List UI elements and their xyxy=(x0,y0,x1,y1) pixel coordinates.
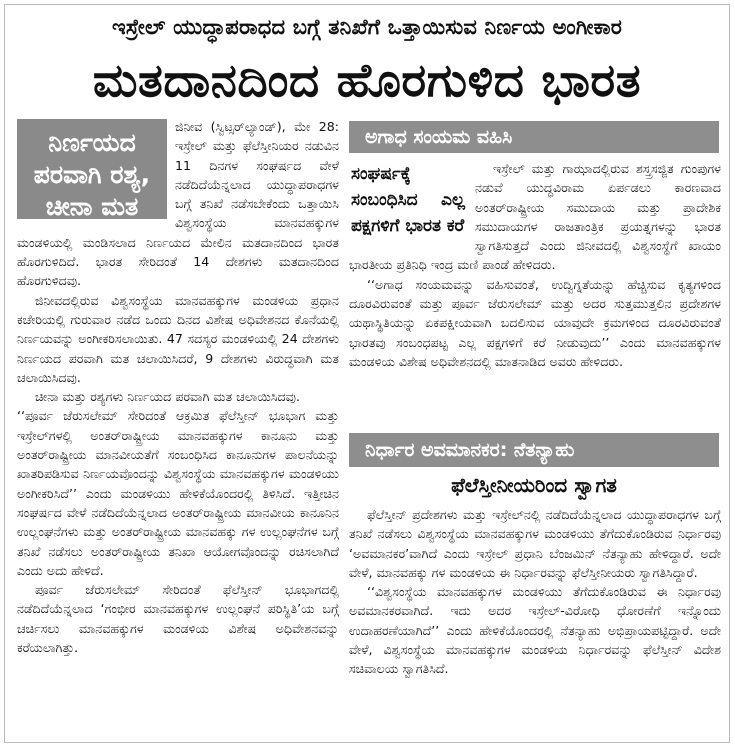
right-bottom-subhead: ಫೆಲೆಸ್ತೀನೀಯರಿಂದ ಸ್ವಾಗತ xyxy=(451,473,617,497)
left-paragraph: ಜಿನೀವ (ಸ್ವಿಟ್ಸರ್‌ಲ್ಯಾಂಡ್), ಮೇ 28: ಇಸ್ರೇಲ್ ಮತ್ತು ಫೆಲೆಸ್ತೀನಿಯರ ನಡುವಿನ 11 ದಿನಗಳ ಸಂಘರ್ಷದ ವೇಳೆ ನಡೆದಿದೆಯೆನ್ನಲಾದ ಯುದ್ಧಾಪರಾಧಗಳ ಬಗ್ಗೆ ತನಿಖೆ ನಡೆಸಬೇಕೆಂದು ಒತ್ತಾಯಿಸಿ ವಿಶ್ವಸಂಸ್ಥೆಯ ಮಾನವಹಕ್ಕುಗಳ ಮಂಡಳಿಯಲ್ಲಿ ಮಂಡಿಸಲಾದ ನಿರ್ಣಯದ ಮೇಲಿನ ಮತದಾನದಿಂದ ಭಾರತ ಹೊರಗುಳಿದಿದೆ. ಭಾರತ ಸೇರಿದಂತೆ 14 ದೇಶಗಳು ಮತದಾನದಿಂದ ಹೊರಗುಳಿದವು. xyxy=(17,119,339,289)
side-box-text: ನಿರ್ಣಯದ ಪರವಾಗಿ ರಶ್ಯ, ಚೀನಾ ಮತ xyxy=(33,128,151,221)
section-bar-bottom xyxy=(349,433,719,467)
section-bar-top xyxy=(349,121,719,153)
section-bar-top-title: ಅಗಾಧ ಸಂಯಮ ವಹಿಸಿ xyxy=(365,126,513,148)
main-headline: ಮತದಾನದಿಂದ ಹೊರಗುಳಿದ ಭಾರತ xyxy=(92,53,642,107)
kicker-headline: ಇಸ್ರೇಲ್ ಯುದ್ಧಾಪರಾಧದ ಬಗ್ಗೆ ತನಿಖೆಗೆ ಒತ್ತಾಯಿಸುವ ನಿರ್ಣಯ ಅಂಗೀಕಾರ xyxy=(111,15,623,39)
right-bottom-paragraph: ಫೆಲೆಸ್ತೀನ್ ಪ್ರದೇಶಗಳು ಮತ್ತು ಇಸ್ರೇಲ್‌ನಲ್ಲಿ ನಡೆದಿದೆಯೆನ್ನಲಾದ ಯುದ್ಧಾಪರಾಧಗಳ ಬಗ್ಗೆ ತನಿಖೆ ನಡೆಸಲು ವಿಶ್ವಸಂಸ್ಥೆಯ ಮಾನವಹಕ್ಕುಗಳ ಮಂಡಳಿಯು ತೆಗೆದುಕೊಂಡಿರುವ ನಿರ್ಧಾರವು ‘ಅವಮಾನಕರ’ವಾಗಿದೆ ಎಂದು ಇಸ್ರೇಲ್ ಪ್ರಧಾನಿ ಬೆಂಜಮಿನ್ ನೆತನ್ಯಾಹು ಹೇಳಿದ್ದಾರೆ. ಅದೇ ವೇಳೆ, ಮಾನವಹಕ್ಕು ಗಳ ಮಂಡಳಿಯ ಈ ನಿರ್ಧಾರವನ್ನು ಫೆಲೆಸ್ತೀನೀಯರು ಸ್ವಾಗತಿಸಿದ್ದಾರೆ. xyxy=(349,507,721,580)
left-paragraph: ಚೀನಾ ಮತ್ತು ರಶ್ಯಗಳು ನಿರ್ಣಯದ ಪರವಾಗಿ ಮತ ಚಲಾಯಿಸಿದವು. xyxy=(35,389,300,405)
right-top-subhead xyxy=(349,159,467,241)
right-top-paragraph: ‘‘ಅಗಾಧ ಸಂಯಮವನ್ನು ವಹಿಸುವಂತೆ, ಉದ್ವಿಗ್ನತೆಯನ್ನು ಹೆಚ್ಚಿಸುವ ಕೃತ್ಯಗಳಿಂದ ದೂರವಿರುವಂತೆ ಮತ್ತು ಪೂರ್ವ ಜೆರುಸಲೇಮ್ ಮತ್ತು ಅದರ ಸುತ್ತಮುತ್ತಲಿನ ಪ್ರದೇಶಗಳ ಯಥಾಸ್ಥಿತಿಯನ್ನು ಏಕಪಕ್ಷೀಯವಾಗಿ ಬದಲಿಸುವ ಯಾವುದೇ ಕ್ರಮಗಳಿಂದ ದೂರವಿರುವಂತೆ ಭಾರತವು ಸಂಬಂಧಪಟ್ಟ ಎಲ್ಲ ಪಕ್ಷಗಳಿಗೆ ಕರೆ ನೀಡುವುದು’’ ಎಂದು ಮಾನವಹಕ್ಕುಗಳ ಮಂಡಳಿಯ ವಿಶೇಷ ಅಧಿವೇಶನದಲ್ಲಿ ಮಾತನಾಡಿದ ಅವರು ಹೇಳಿದರು. xyxy=(349,276,721,369)
left-paragraph: ಪೂರ್ವ ಜೆರುಸಲೇಮ್ ಸೇರಿದಂತೆ ಫೆಲೆಸ್ತೀನ್ ಭೂಭಾಗದಲ್ಲಿ ನಡೆದಿದೆಯೆನ್ನಲಾದ ‘ಗಂಭೀರ ಮಾನವಹಕ್ಕುಗಳ ಉಲ್ಲಂಘನೆ ಪರಿಸ್ಥಿತಿ’ಯ ಬಗ್ಗೆ ಚರ್ಚಿಸಲು ಮಾನವಹಕ್ಕುಗಳ ಮಂಡಳಿಯ ವಿಶೇಷ ಅಧಿವೇಶನವನ್ನು ಕರೆಯಲಾಗಿತ್ತು. xyxy=(17,582,339,656)
right-top-subhead-text: ಸಂಘರ್ಷಕ್ಕೆ ಸಂಬಂಧಿಸಿದ ಎಲ್ಲ ಪಕ್ಷಗಳಿಗೆ ಭಾರತ ಕರೆ xyxy=(351,164,465,236)
left-paragraph: ಜಿನೀವದಲ್ಲಿರುವ ವಿಶ್ವಸಂಸ್ಥೆಯ ಮಾನವಹಕ್ಕುಗಳ ಮಂಡಳಿಯ ಪ್ರಧಾನ ಕಚೇರಿಯಲ್ಲಿ ಗುರುವಾರ ನಡೆದ ಒಂದು ದಿನದ ವಿಶೇಷ ಅಧಿವೇಶನದ ಕೊನೆಯಲ್ಲಿ ನಿರ್ಣಯವನ್ನು ಅಂಗೀಕರಿಸಲಾಯಿತು. 47 ಸದಸ್ಯರ ಮಂಡಳಿಯಲ್ಲಿ 24 ದೇಶಗಳು ನಿರ್ಣಯದ ಪರವಾಗಿ ಮತ ಚಲಾಯಿಸಿದರೆ, 9 ದೇಶಗಳು ವಿರುದ್ಧವಾಗಿ ಮತ ಚಲಾಯಿಸಿದವು. xyxy=(17,292,339,385)
section-bar-bottom-title: ನಿರ್ಧಾರ ಅವಮಾನಕರ: ನೆತನ್ಯಾಹು xyxy=(365,439,575,461)
news-clipping xyxy=(4,4,730,743)
left-column xyxy=(17,117,339,737)
right-bottom-column xyxy=(349,505,721,737)
side-box-spacer xyxy=(17,117,175,219)
right-bottom-paragraph: ‘‘ವಿಶ್ವಸಂಸ್ಥೆಯ ಮಾನವಹಕ್ಕುಗಳ ಮಂಡಳಿಯು ತೆಗೆದುಕೊಂಡಿರುವ ಈ ನಿರ್ಧಾರವು ಅವಮಾನಕರವಾಗಿದೆ. ಇದು ಅದರ ಇಸ್ರೇಲ್-ವಿರೋಧಿ ಧೋರಣೆಗೆ ಇನ್ನೊಂದು ಉದಾಹರಣೆಯಾಗಿದೆ’’ ಎಂದು ಹೇಳಿಕೆಯೊಂದರಲ್ಲಿ ನೆತನ್ಯಾಹು ಅಭಿಪ್ರಾಯಪಟ್ಟಿದ್ದಾರೆ. ಅದೇ ವೇಳೆ, ವಿಶ್ವಸಂಸ್ಥೆಯ ಮಾನವಹಕ್ಕುಗಳ ಮಂಡಳಿಯ ನಿರ್ಧಾರವನ್ನು ಫೆಲೆಸ್ತೀನ್ ವಿದೇಶ ಸಚಿವಾಲಯ ಸ್ವಾಗತಿಸಿದೆ. xyxy=(349,584,721,677)
left-paragraph: ‘‘ಪೂರ್ವ ಜೆರುಸಲೇಮ್ ಸೇರಿದಂತೆ ಆಕ್ರಮಿತ ಫೆಲೆಸ್ತೀನ್ ಭೂಭಾಗ ಮತ್ತು ಇಸ್ರೇಲ್‌ಗಳಲ್ಲಿ ಅಂತರ್‌ರಾಷ್ಟ್ರೀಯ ಮಾನವಹಕ್ಕುಗಳ ಕಾನೂನು ಮತ್ತು ಅಂತರ್‌ರಾಷ್ಟ್ರೀಯ ಮಾನವೀಯತೆಗೆ ಸಂಬಂಧಿಸಿದ ಕಾನೂನುಗಳ ಪಾಲನೆಯನ್ನು ಖಾತರಿಪಡಿಸುವ ನಿರ್ಣಯವೊಂದನ್ನು ವಿಶ್ವಸಂಸ್ಥೆಯ ಮಾನವಹಕ್ಕುಗಳ ಮಂಡಳಿಯು ಅಂಗೀಕರಿಸಿದೆ’’ ಎಂದು ಮಂಡಳಿಯು ಹೇಳಿಕೆಯೊಂದರಲ್ಲಿ ತಿಳಿಸಿದೆ. ಇತ್ತೀಚಿನ ಸಂಘರ್ಷದ ವೇಳೆ ನಡೆದಿದೆಯೆನ್ನಲಾದ ಅಂತರ್‌ರಾಷ್ಟ್ರೀಯ ಮಾನವೀಯ ಕಾನೂನಿನ ಉಲ್ಲಂಘನೆಗಳು ಮತ್ತು ಅಂತರ್‌ರಾಷ್ಟ್ರೀಯ ಮಾನವಹಕ್ಕು ಗಳ ಉಲ್ಲಂಘನೆಗಳ ಬಗ್ಗೆ ತನಿಖೆ ನಡೆಸಲು ಅಂತರ್‌ರಾಷ್ಟ್ರೀಯ ತನಿಖಾ ಆಯೋಗವೊಂದನ್ನು ರಚಿಸಲಾಗಿದೆ ಎಂದು ಅದು ಹೇಳಿದೆ. xyxy=(17,408,339,578)
right-top-column xyxy=(349,159,721,421)
right-top-paragraph: ಇಸ್ರೇಲ್ ಮತ್ತು ಗಾಝಾದಲ್ಲಿರುವ ಶಸ್ತ್ರಸಜ್ಜಿತ ಗುಂಪುಗಳ ನಡುವೆ ಯುದ್ಧವಿರಾಮ ಏರ್ಪಡಲು ಕಾರಣವಾದ ಅಂತರ್‌ರಾಷ್ಟ್ರೀಯ ಸಮುದಾಯ ಮತ್ತು ಪ್ರಾದೇಶಿಕ ಸಮುದಾಯಗಳ ರಾಜತಾಂತ್ರಿಕ ಪ್ರಯತ್ನಗಳನ್ನು ಭಾರತ ಸ್ವಾಗತಿಸುತ್ತದೆ ಎಂದು ಜಿನೀವದಲ್ಲಿ ವಿಶ್ವಸಂಸ್ಥೆಗೆ ಖಾಯಂ ಭಾರತೀಯ ಪ್ರತಿನಿಧಿ ಇಂದ್ರ ಮಣಿ ಪಾಂಡೆ ಹೇಳಿದರು. xyxy=(349,161,721,273)
